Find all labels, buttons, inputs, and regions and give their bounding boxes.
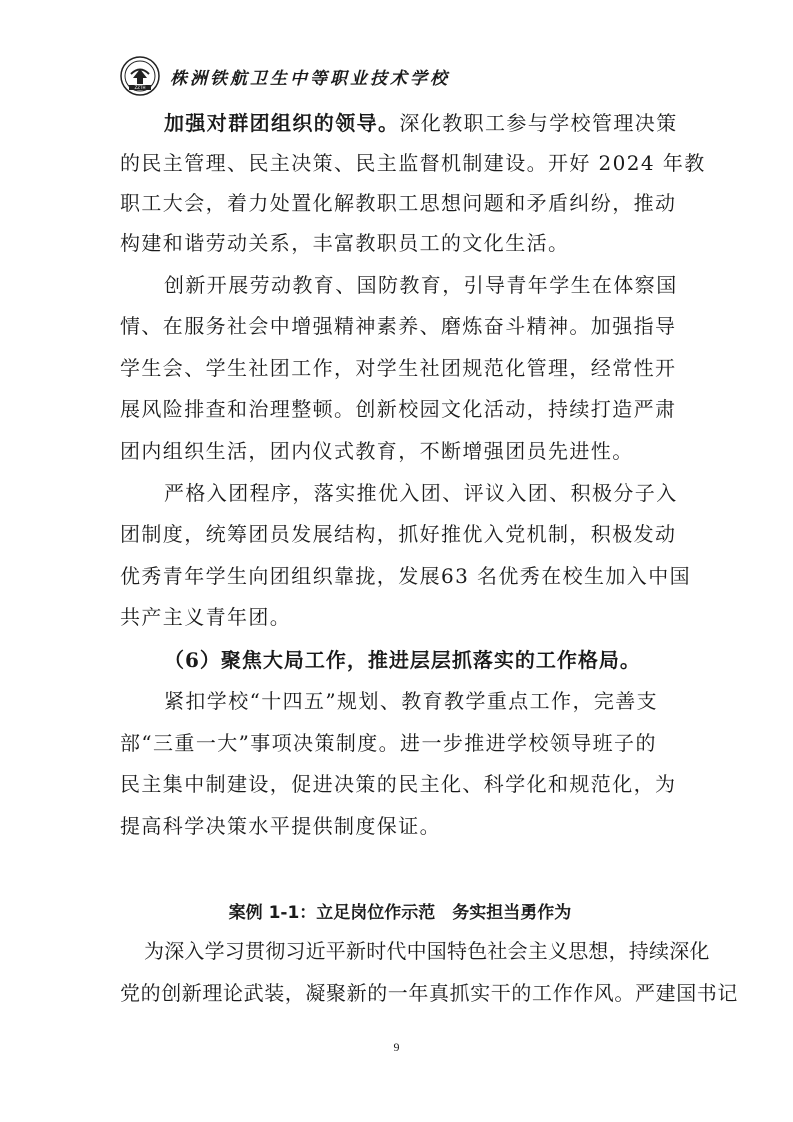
paragraph-line: 紧扣学校“十四五”规划、教育教学重点工作，完善支 bbox=[164, 689, 659, 713]
paragraph-line: 创新开展劳动教育、国防教育，引导青年学生在体察国 bbox=[164, 273, 678, 297]
paragraph-line: 优秀青年学生向团组织靠拢，发展63 名优秀在校生加入中国 bbox=[120, 564, 692, 588]
paragraph-line: 共产主义青年团。 bbox=[120, 605, 292, 629]
document-header bbox=[120, 56, 680, 100]
case-title: 案例 1-1：立足岗位作示范 务实担当勇作为 bbox=[228, 903, 572, 923]
paragraph-line: 严格入团程序，落实推优入团、评议入团、积极分子入 bbox=[164, 481, 678, 505]
paragraph-line: 展风险排查和治理整顿。创新校园文化活动，持续打造严肃 bbox=[120, 397, 677, 421]
paragraph-line: 构建和谐劳动关系，丰富教职员工的文化生活。 bbox=[120, 231, 570, 255]
paragraph-line: 团制度，统筹团员发展结构，抓好推优入党机制，积极发动 bbox=[120, 522, 677, 546]
paragraph-lead-bold: 加强对群团组织的领导。 bbox=[164, 111, 400, 135]
paragraph-line: 团内组织生活，团内仪式教育，不断增强团员先进性。 bbox=[120, 439, 634, 463]
paragraph-line: 情、在服务社会中增强精神素养、磨炼奋斗精神。加强指导 bbox=[120, 314, 677, 338]
school-name: 株洲铁航卫生中等职业技术学校 bbox=[170, 69, 450, 89]
paragraph-line: 的民主管理、民主决策、民主监督机制建设。开好 2024 年教 bbox=[120, 151, 706, 175]
paragraph-line: 部“三重一大”事项决策制度。进一步推进学校领导班子的 bbox=[120, 731, 657, 755]
paragraph-line: 职工大会，着力处置化解教职工思想问题和矛盾纠纷，推动 bbox=[120, 191, 677, 215]
paragraph-line: 为深入学习贯彻习近平新时代中国特色社会主义思想，持续深化 bbox=[144, 941, 710, 963]
paragraph-line: 提高科学决策水平提供制度保证。 bbox=[120, 814, 441, 838]
section-heading: （6）聚焦大局工作，推进层层抓落实的工作格局。 bbox=[164, 648, 641, 672]
paragraph-line: 学生会、学生社团工作，对学生社团规范化管理，经常性开 bbox=[120, 356, 677, 380]
school-logo-icon bbox=[120, 56, 160, 96]
paragraph-line: 党的创新理论武装，凝聚新的一年真抓实干的工作作风。严建国书记 bbox=[120, 983, 738, 1005]
page-number: 9 bbox=[393, 1040, 400, 1054]
paragraph-line: 民主集中制建设，促进决策的民主化、科学化和规范化，为 bbox=[120, 772, 677, 796]
paragraph-line: 加强对群团组织的领导。深化教职工参与学校管理决策 bbox=[164, 111, 678, 135]
logo-text: ZZTH bbox=[134, 85, 146, 90]
